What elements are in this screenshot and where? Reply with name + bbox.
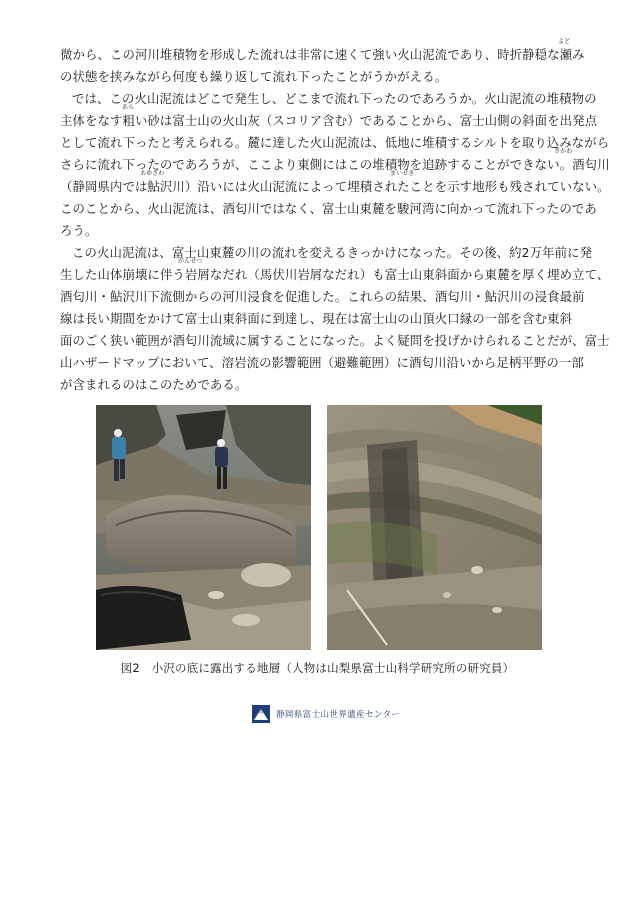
body-line (60, 258, 610, 286)
line-text: さらに流れ下ったのであろうが、ここより東側にはこの堆積物を追跡することができない。酒匂川 (60, 157, 610, 172)
line-text: 面のごく狭い範囲が酒匂川流域に属することになった。よく疑問を投げかけられることだが、富士 (60, 333, 610, 348)
body-line (60, 198, 597, 220)
line-text: として流れ下ったと考えられる。麓に達した火山泥流は、低地に堆積するシルトを取り込みながら (60, 135, 610, 150)
body-line (60, 66, 580, 88)
line-text: では、この火山泥流はどこで発生し、どこまで流れ下ったのであろうか。火山泥流の堆積物の (72, 91, 597, 106)
line-text: 主体をなす粗い砂は富士山の火山灰（スコリア含む）であることから、富士山側の斜面を出発点 (60, 113, 598, 128)
line-text: 線は長い期間をかけて富士山東斜面に到達し、現在は富士山の山頂火口縁の一部を含む東斜 (60, 311, 573, 326)
photo-gully-researchers (96, 405, 311, 650)
line-text: 生した山体崩壊に伴う岩屑なだれ（馬伏川岩屑なだれ）も富士山東斜面から東麓を厚く埋め立て、 (60, 267, 610, 282)
body-line (60, 132, 610, 154)
figure-caption: 図2 小沢の底に露出する地層（人物は山梨県富士山科学研究所の研究員） (120, 661, 515, 675)
body-line (60, 170, 610, 198)
line-text: 山ハザードマップにおいて、溶岩流の影響範囲（避難範囲）に酒匂川沿いから足柄平野の一部 (60, 355, 584, 370)
line-text: （静岡県内では鮎沢川）沿いには火山泥流によって埋積されたことを示す地形も残されていない。 (60, 179, 610, 194)
mountain-logo-icon (252, 705, 270, 723)
body-line (60, 308, 580, 330)
line-text: 酒匂川・鮎沢川下流側からの河川浸食を促進した。これらの結果、酒匂川・鮎沢川の浸食最前 (60, 289, 585, 304)
line-text: 微から、この河川堆積物を形成した流れは非常に速くて強い火山泥流であり、時折静穏な瀬み (60, 47, 585, 62)
body-line (60, 286, 585, 308)
org-name: 静岡県富士山世界遺産センター (276, 710, 401, 720)
body-line (60, 104, 598, 132)
line-text: ろう。 (60, 223, 98, 238)
body-text (60, 38, 610, 396)
photo-gully-illustration (96, 405, 311, 650)
line-text: の状態を挟みながら何度も繰り返して流れ下ったことがうかがえる。 (60, 69, 448, 84)
body-line (60, 352, 584, 374)
ruby-maiseki: まいせき (390, 170, 415, 177)
body-line (60, 148, 610, 176)
body-line (60, 374, 580, 396)
ruby-ara: あら (122, 104, 135, 111)
body-line (60, 330, 610, 352)
line-text: が含まれるのはこのためである。 (60, 377, 248, 392)
ruby-sakawa: さかわ (554, 148, 573, 155)
line-text: この火山泥流は、富士山東麓の川の流れを変えるきっかけになった。その後、約2万年前に発 (72, 245, 593, 260)
body-line (60, 242, 593, 264)
line-text: このことから、火山泥流は、酒匂川ではなく、富士山東麓を駿河湾に向かって流れ下ったのであ (60, 201, 597, 216)
body-line (60, 88, 597, 110)
photo-strata-illustration (327, 405, 542, 650)
photo-exposed-strata (327, 405, 542, 650)
ruby-ayuzawa: あゆざわ (140, 170, 165, 177)
body-line (60, 38, 585, 66)
footer-logo (252, 705, 400, 723)
ruby-yodo: よど (558, 38, 571, 45)
ruby-gansetsu: がんせつ (178, 258, 203, 265)
body-line (60, 220, 580, 242)
